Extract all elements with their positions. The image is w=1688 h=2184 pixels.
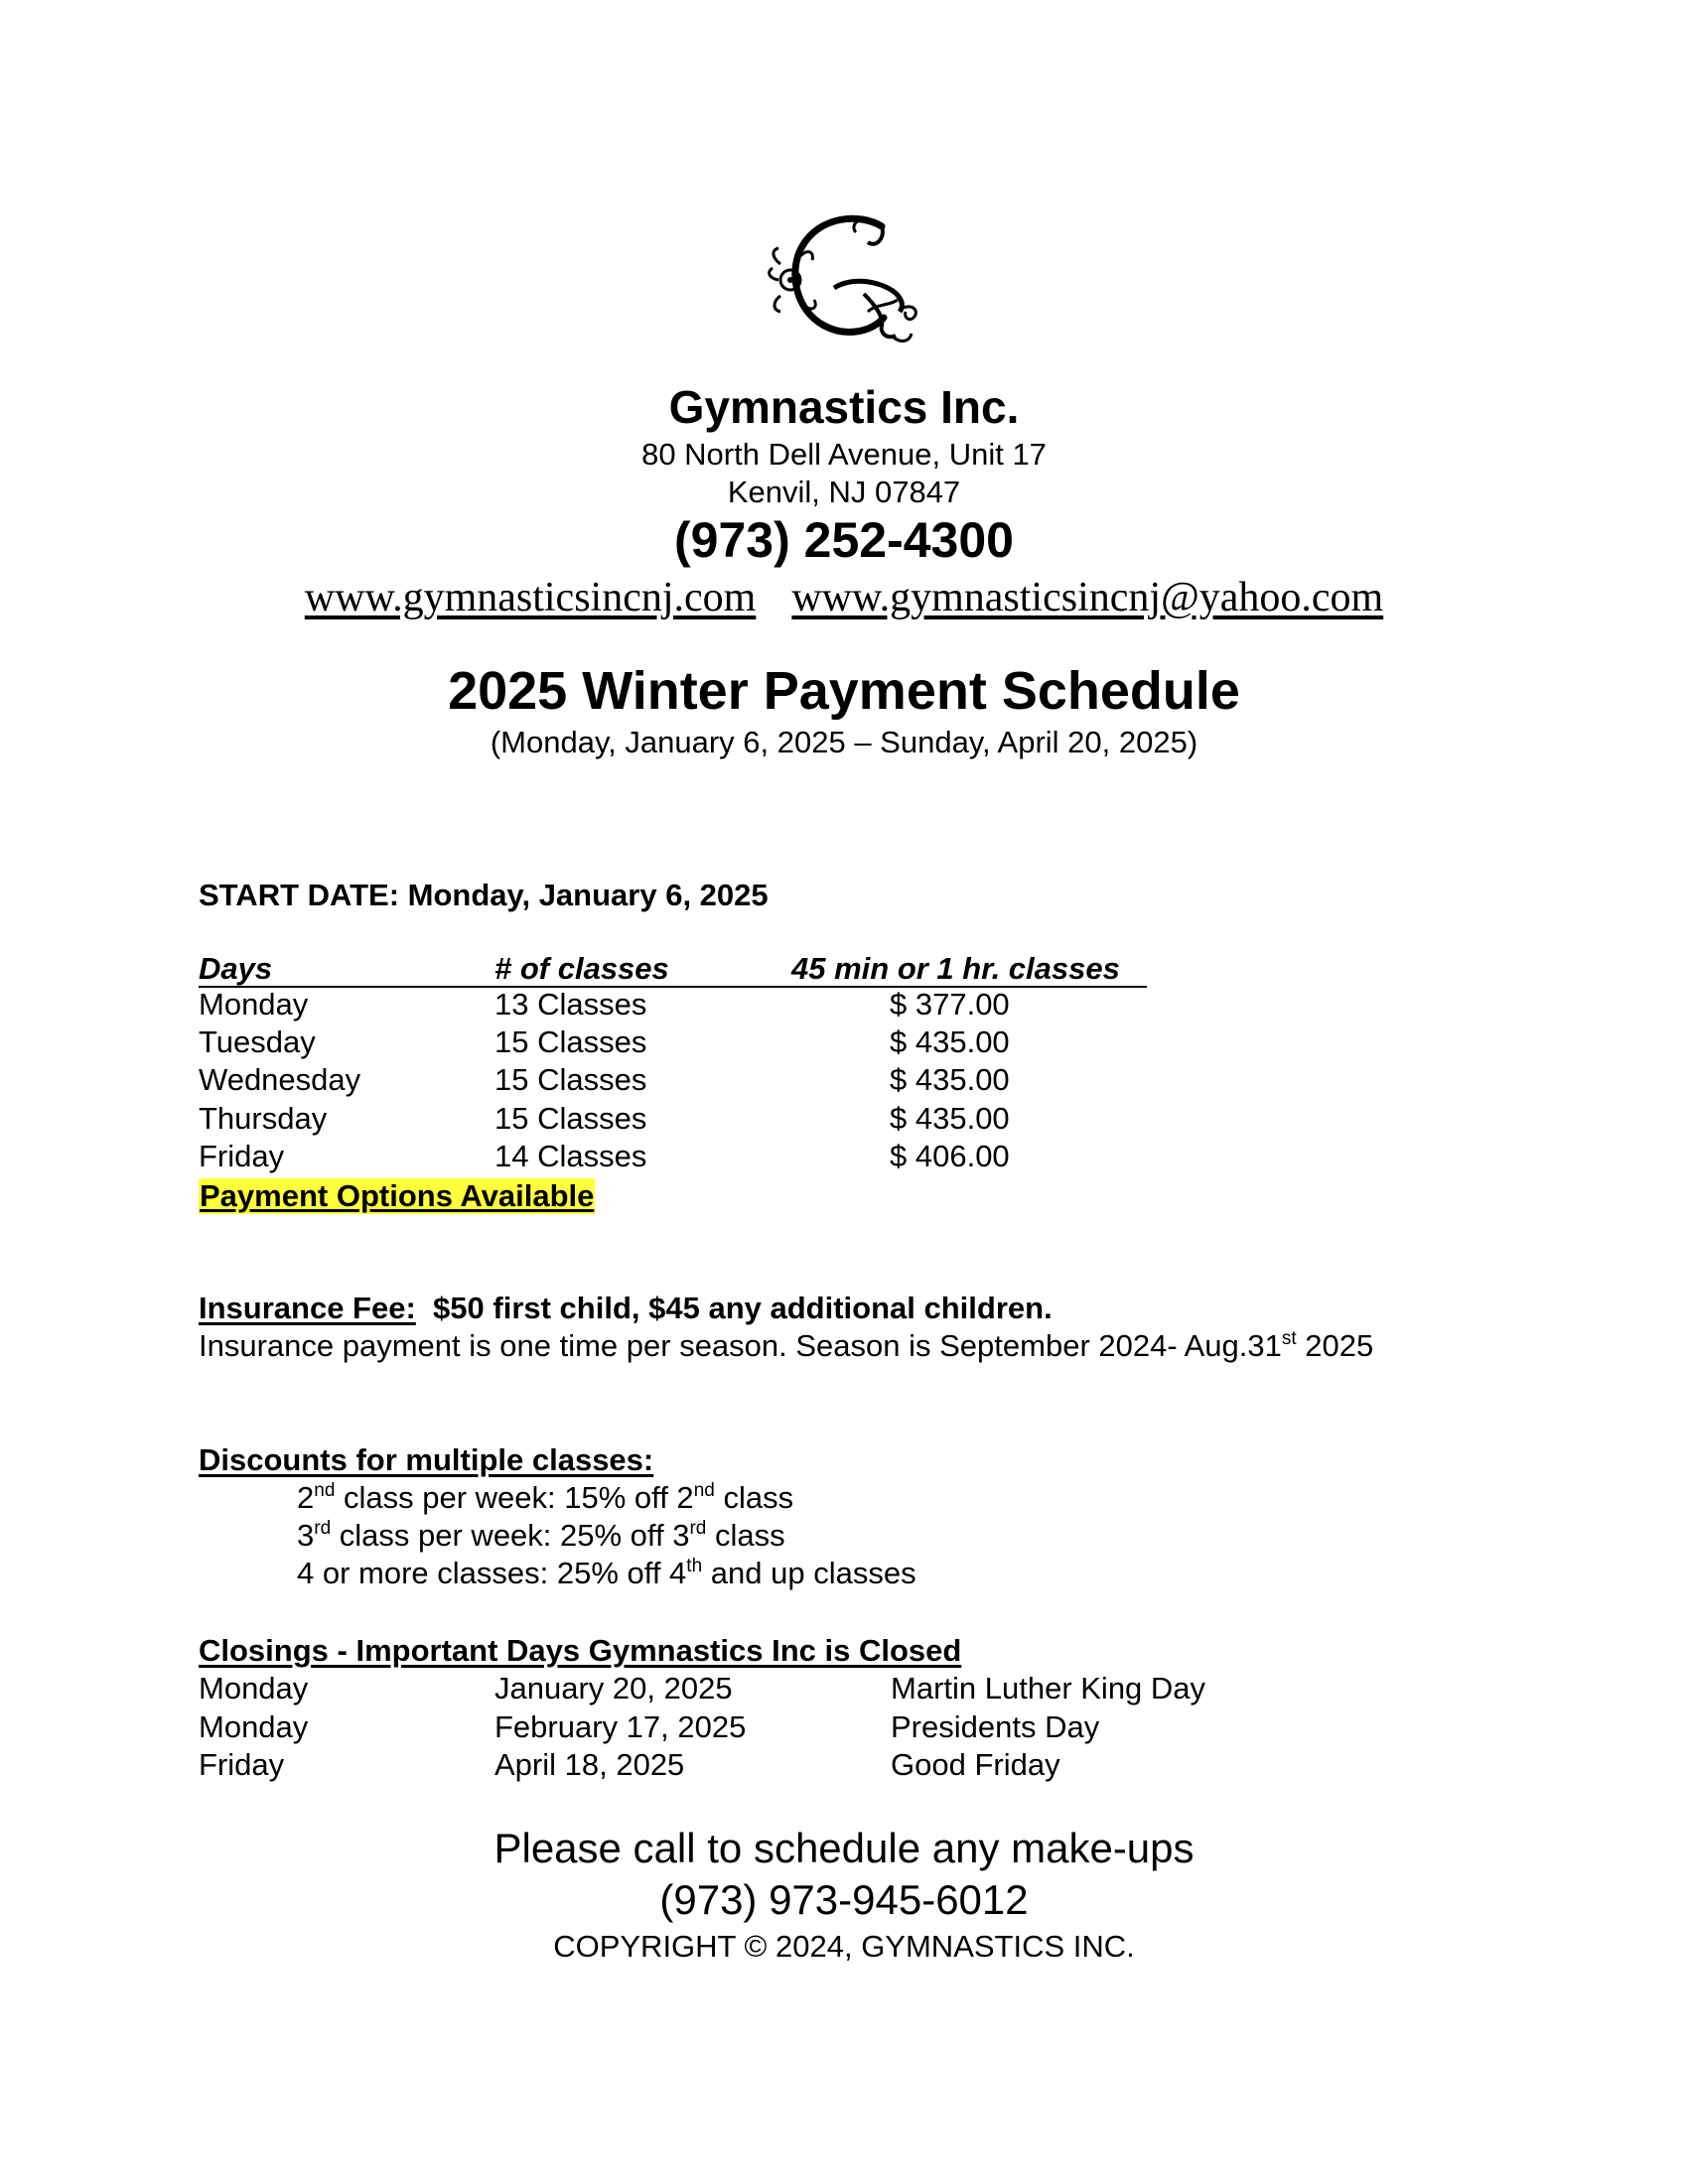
- makeup-call-text: Please call to schedule any make-ups: [493, 1825, 1195, 1871]
- company-phone: (973) 252-4300: [674, 512, 1014, 568]
- payment-options-note: Payment Options Available: [200, 1178, 595, 1213]
- header-price: 45 min or 1 hr. classes: [791, 951, 1120, 986]
- closing-holiday: Martin Luther King Day: [891, 1671, 1206, 1706]
- copyright: COPYRIGHT © 2024, GYMNASTICS INC.: [553, 1929, 1135, 1964]
- table-row-classes: 15 Classes: [494, 1024, 647, 1059]
- closings-heading: Closings - Important Days Gymnastics Inc is Closed: [199, 1633, 962, 1668]
- makeup-phone: (973) 973-945-6012: [659, 1876, 1029, 1923]
- closing-date: January 20, 2025: [494, 1671, 733, 1706]
- gymnastics-logo-icon: [765, 208, 923, 347]
- discount-item: 3rd class per week: 25% off 3rd class: [297, 1518, 785, 1553]
- table-row-price: $ 406.00: [890, 1139, 1010, 1173]
- table-row-classes: 15 Classes: [494, 1062, 647, 1097]
- table-row-day: Wednesday: [199, 1062, 361, 1097]
- address-line-1: 80 North Dell Avenue, Unit 17: [641, 437, 1047, 472]
- contact-links: [0, 574, 1688, 621]
- header-days: Days: [199, 951, 273, 986]
- page-subtitle: (Monday, January 6, 2025 – Sunday, April 20, 2025): [490, 725, 1198, 759]
- closing-date: February 17, 2025: [494, 1709, 747, 1744]
- table-row-day: Thursday: [199, 1101, 328, 1136]
- table-row-price: $ 435.00: [890, 1101, 1010, 1136]
- insurance-label: Insurance Fee:: [199, 1291, 416, 1325]
- discount-item: 4 or more classes: 25% off 4th and up classes: [297, 1556, 916, 1590]
- website-link[interactable]: www.gymnasticsincnj.com: [304, 575, 757, 620]
- table-row-day: Friday: [199, 1139, 285, 1173]
- table-row-classes: 13 Classes: [494, 987, 647, 1022]
- start-date: START DATE: Monday, January 6, 2025: [199, 878, 769, 912]
- insurance-note: Insurance payment is one time per season. Season is September 2024- Aug.31st 2025: [199, 1328, 1374, 1363]
- table-row-classes: 15 Classes: [494, 1101, 647, 1136]
- insurance-fee-text: $50 first child, $45 any additional children.: [433, 1291, 1053, 1325]
- header-num-classes: # of classes: [494, 951, 669, 986]
- table-row-classes: 14 Classes: [494, 1139, 647, 1173]
- closing-holiday: Good Friday: [891, 1747, 1060, 1782]
- discount-item: 2nd class per week: 15% off 2nd class: [297, 1480, 794, 1515]
- email-link[interactable]: www.gymnasticsincnj@yahoo.com: [791, 575, 1384, 620]
- table-row-price: $ 435.00: [890, 1062, 1010, 1097]
- closing-holiday: Presidents Day: [891, 1709, 1100, 1744]
- table-row-price: $ 377.00: [890, 987, 1010, 1022]
- closing-day: Monday: [199, 1709, 309, 1744]
- address-line-2: Kenvil, NJ 07847: [727, 475, 961, 509]
- table-row-day: Tuesday: [199, 1024, 316, 1059]
- table-row-price: $ 435.00: [890, 1024, 1010, 1059]
- discounts-heading: Discounts for multiple classes:: [199, 1442, 654, 1477]
- table-row-day: Monday: [199, 987, 309, 1022]
- page-title: 2025 Winter Payment Schedule: [448, 661, 1240, 721]
- closing-day: Monday: [199, 1671, 309, 1706]
- company-name: Gymnastics Inc.: [668, 381, 1020, 433]
- insurance-fee: [199, 1291, 1053, 1326]
- closing-date: April 18, 2025: [494, 1747, 685, 1782]
- closing-day: Friday: [199, 1747, 285, 1782]
